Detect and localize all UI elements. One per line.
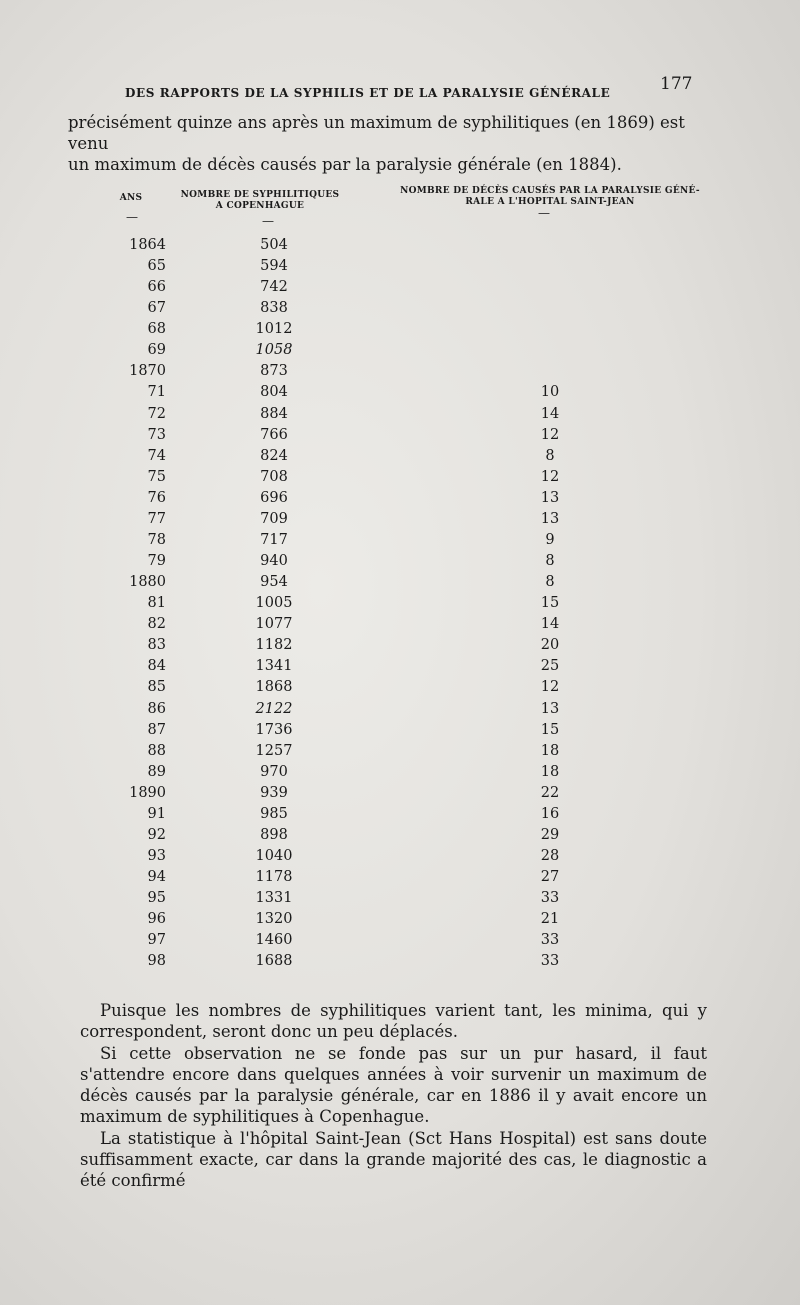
table-row <box>0 722 800 743</box>
table-row <box>0 511 800 532</box>
year-cell: 75 <box>147 468 166 485</box>
year-cell: 1880 <box>129 574 166 591</box>
year-cell: 1870 <box>129 363 166 380</box>
syphilitics-cell: 1460 <box>255 932 293 949</box>
deaths-cell: 13 <box>540 510 560 527</box>
syphilitics-cell: 838 <box>260 300 288 317</box>
year-cell: 72 <box>147 405 166 422</box>
table-row <box>0 469 800 490</box>
deaths-cell: 18 <box>540 742 560 759</box>
year-cell: 81 <box>147 595 166 612</box>
year-cell: 71 <box>147 384 166 401</box>
deaths-cell: 25 <box>540 658 560 675</box>
syphilitics-cell: 708 <box>260 468 288 485</box>
running-head: DES RAPPORTS DE LA SYPHILIS ET DE LA PARALYSIE GÉNÉRALE <box>125 86 611 100</box>
syphilitics-cell: 709 <box>260 510 288 527</box>
deaths-cell: 10 <box>540 384 560 401</box>
syphilitics-cell: 1331 <box>255 890 293 907</box>
year-cell: 78 <box>147 531 166 548</box>
page-number: 177 <box>660 74 693 94</box>
header-year: ANS <box>119 193 143 203</box>
year-cell: 1890 <box>129 784 166 801</box>
deaths-cell: 13 <box>540 489 560 506</box>
syphilitics-cell: 1868 <box>255 679 293 696</box>
year-cell: 89 <box>147 763 166 780</box>
syphilitics-cell: 1182 <box>255 637 293 654</box>
table-row <box>0 490 800 511</box>
deaths-cell: 12 <box>540 426 560 443</box>
syphilitics-cell: 1058 <box>255 342 293 359</box>
table-row <box>0 869 800 890</box>
deaths-cell: 14 <box>540 405 560 422</box>
table-row <box>0 764 800 785</box>
deaths-cell: 29 <box>540 826 560 843</box>
syphilitics-cell: 873 <box>260 363 288 380</box>
year-cell: 93 <box>147 848 166 865</box>
deaths-cell: 13 <box>540 700 560 717</box>
deaths-cell: 9 <box>545 531 555 548</box>
syphilitics-cell: 804 <box>260 384 288 401</box>
header-syphilitics <box>170 190 350 212</box>
table-row <box>0 363 800 384</box>
table-row <box>0 827 800 848</box>
syphilitics-cell: 954 <box>260 574 288 591</box>
syphilitics-cell: 766 <box>260 426 288 443</box>
deaths-cell: 8 <box>545 553 555 570</box>
table-row <box>0 616 800 637</box>
table-row <box>0 848 800 869</box>
table-row <box>0 342 800 363</box>
syphilitics-cell: 1320 <box>255 911 293 928</box>
year-cell: 69 <box>147 342 166 359</box>
header-dash-syphilitics: — <box>262 214 274 228</box>
syphilitics-cell: 1077 <box>255 616 293 633</box>
header-syphilitics-line: A COPENHAGUE <box>215 201 305 211</box>
year-cell: 85 <box>147 679 166 696</box>
intro-line: précisément quinze ans après un maximum de syphilitiques (en 1869) est venu <box>68 113 685 153</box>
table-row <box>0 406 800 427</box>
table-row <box>0 237 800 258</box>
year-cell: 73 <box>147 426 166 443</box>
table-row <box>0 701 800 722</box>
intro-line: un maximum de décès causés par la paralysie générale (en 1884). <box>68 155 622 174</box>
year-cell: 65 <box>147 258 166 275</box>
table-row <box>0 679 800 700</box>
syphilitics-cell: 594 <box>260 258 288 275</box>
syphilitics-cell: 696 <box>260 489 288 506</box>
year-cell: 67 <box>147 300 166 317</box>
syphilitics-cell: 898 <box>260 826 288 843</box>
intro-paragraph <box>68 112 708 175</box>
syphilitics-cell: 504 <box>260 237 288 253</box>
year-cell: 77 <box>147 510 166 527</box>
year-cell: 92 <box>147 826 166 843</box>
deaths-cell: 15 <box>540 595 560 612</box>
syphilitics-cell: 717 <box>260 531 288 548</box>
table-row <box>0 532 800 553</box>
table-row <box>0 595 800 616</box>
table-row <box>0 574 800 595</box>
syphilitics-cell: 985 <box>260 805 288 822</box>
header-dash-year: — <box>126 210 138 224</box>
syphilitics-cell: 970 <box>260 763 288 780</box>
syphilitics-cell: 1178 <box>255 869 293 886</box>
syphilitics-cell: 940 <box>260 553 288 570</box>
deaths-cell: 14 <box>540 616 560 633</box>
deaths-cell: 8 <box>545 447 555 464</box>
year-cell: 84 <box>147 658 166 675</box>
year-cell: 66 <box>147 279 166 296</box>
year-cell: 79 <box>147 553 166 570</box>
year-cell: 98 <box>147 953 166 970</box>
table-row <box>0 785 800 806</box>
table-row <box>0 258 800 279</box>
deaths-cell: 33 <box>540 890 560 907</box>
deaths-cell: 12 <box>540 468 560 485</box>
year-cell: 88 <box>147 742 166 759</box>
year-cell: 86 <box>147 700 166 717</box>
table-row <box>0 448 800 469</box>
syphilitics-cell: 1012 <box>255 321 293 338</box>
deaths-cell: 28 <box>540 848 560 865</box>
table-row <box>0 743 800 764</box>
table-row <box>0 300 800 321</box>
deaths-cell: 27 <box>540 869 560 886</box>
header-dash-deaths: — <box>538 206 550 220</box>
syphilitics-cell: 1736 <box>255 721 293 738</box>
syphilitics-cell: 1341 <box>255 658 293 675</box>
year-cell: 94 <box>147 869 166 886</box>
deaths-cell: 16 <box>540 805 560 822</box>
year-cell: 97 <box>147 932 166 949</box>
header-deaths <box>390 186 710 208</box>
header-syphilitics-line: NOMBRE DE SYPHILITIQUES <box>180 190 340 200</box>
paragraph: Puisque les nombres de syphilitiques varient tant, les minima, qui y correspondent, seront donc un peu déplacés. <box>80 1001 707 1041</box>
paragraph: La statistique à l'hôpital Saint-Jean (Sct Hans Hospital) est sans doute suffisamment exacte, car dans la grande majorité des cas, le diagnostic a été confirmé <box>80 1129 707 1190</box>
header-deaths-line: NOMBRE DE DÉCÈS CAUSÉS PAR LA PARALYSIE GÉNÉ- <box>400 186 700 196</box>
deaths-cell: 15 <box>540 721 560 738</box>
table-row <box>0 806 800 827</box>
table-row <box>0 911 800 932</box>
deaths-cell: 22 <box>540 784 560 801</box>
table-row <box>0 279 800 300</box>
year-cell: 91 <box>147 805 166 822</box>
deaths-cell: 12 <box>540 679 560 696</box>
syphilitics-cell: 1005 <box>255 595 293 612</box>
table-row <box>0 321 800 342</box>
deaths-cell: 33 <box>540 953 560 970</box>
syphilitics-cell: 2122 <box>255 700 293 717</box>
table-row <box>0 658 800 679</box>
syphilitics-cell: 1688 <box>255 953 293 970</box>
body-text <box>80 1000 707 1192</box>
table-row <box>0 553 800 574</box>
deaths-cell: 20 <box>540 637 560 654</box>
syphilitics-cell: 884 <box>260 405 288 422</box>
table-row <box>0 890 800 911</box>
year-cell: 87 <box>147 721 166 738</box>
syphilitics-cell: 824 <box>260 447 288 464</box>
year-cell: 96 <box>147 911 166 928</box>
syphilitics-cell: 1257 <box>255 742 293 759</box>
table-row <box>0 932 800 953</box>
syphilitics-cell: 1040 <box>255 848 293 865</box>
table-row <box>0 953 800 974</box>
year-cell: 1864 <box>129 237 166 253</box>
table-row <box>0 384 800 405</box>
table-row <box>0 427 800 448</box>
deaths-cell: 21 <box>540 911 560 928</box>
header-deaths-line: RALE A L'HOPITAL SAINT-JEAN <box>465 197 635 207</box>
year-cell: 74 <box>147 447 166 464</box>
year-cell: 68 <box>147 321 166 338</box>
year-cell: 82 <box>147 616 166 633</box>
year-cell: 76 <box>147 489 166 506</box>
deaths-cell: 33 <box>540 932 560 949</box>
deaths-cell: 8 <box>545 574 555 591</box>
syphilitics-cell: 742 <box>260 279 288 296</box>
paragraph: Si cette observation ne se fonde pas sur un pur hasard, il faut s'attendre encore dans quelques années à voir survenir un maximum de décès causés par la paralysie générale, car en 1886 il y avait encore un maximum de syphilitiques à Copenhague. <box>80 1044 707 1126</box>
deaths-cell: 18 <box>540 763 560 780</box>
year-cell: 95 <box>147 890 166 907</box>
year-cell: 83 <box>147 637 166 654</box>
table-row <box>0 637 800 658</box>
syphilitics-cell: 939 <box>260 784 288 801</box>
